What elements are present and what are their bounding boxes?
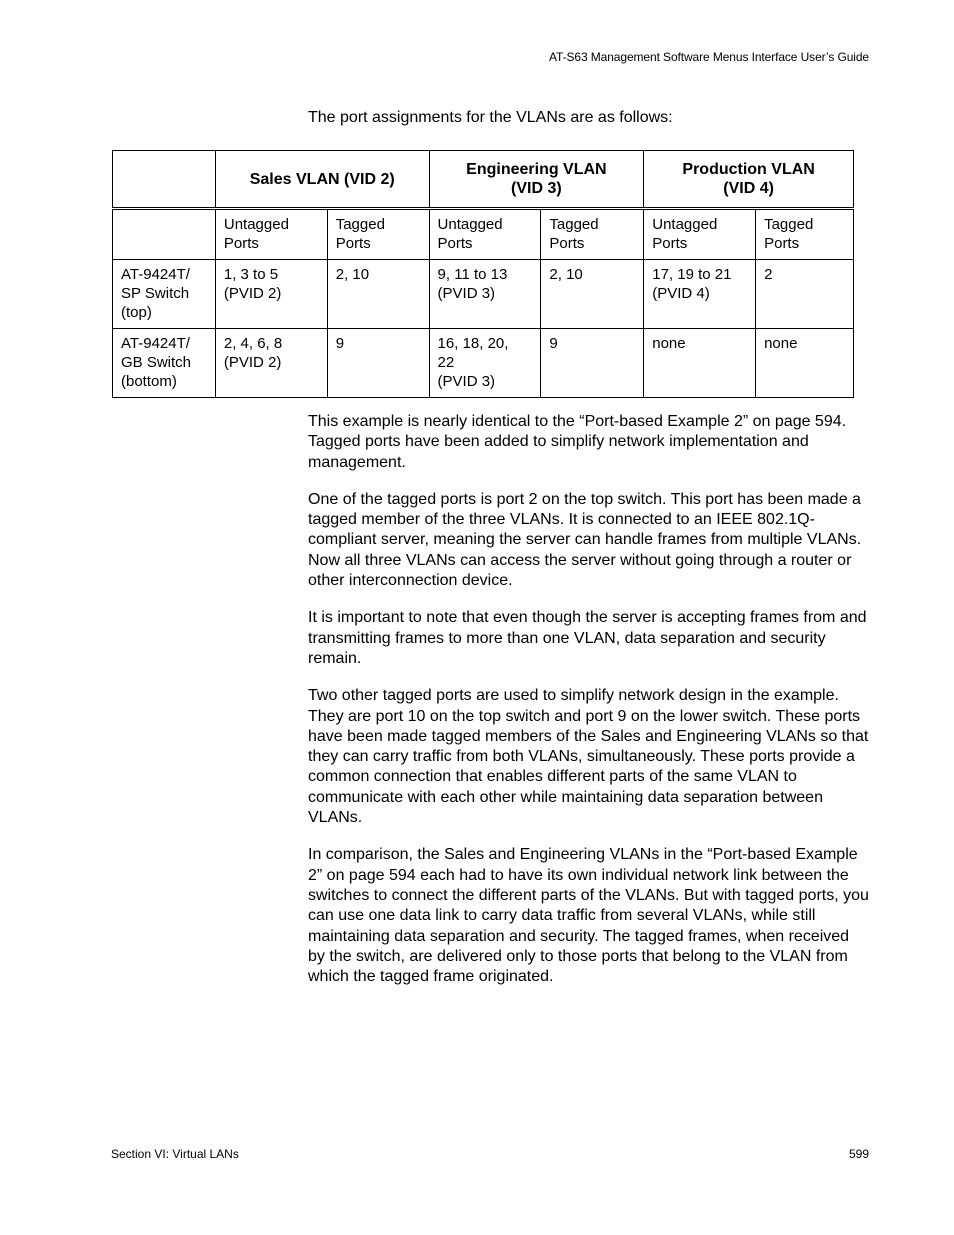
paragraph: Two other tagged ports are used to simplify network design in the example. They are port 10 on the top switch and port 9 on the lower switch. These ports have been made tagged members of the Sales and Engineering VLANs so that they can carry traffic from both VLANs, simultaneously. These ports provide a common connection that enables different parts of the same VLAN to communicate with each other while maintaining data separation between VLANs.	[308, 687, 869, 827]
engineering-vlan-header-line1: Engineering VLAN	[466, 161, 607, 178]
table-row	[113, 329, 854, 398]
page-number: 599	[848, 1147, 869, 1161]
subheader-cell: Tagged Ports	[541, 209, 644, 260]
production-vlan-header	[644, 151, 854, 209]
port-cell: 2	[756, 260, 854, 329]
device-cell: AT-9424T/ GB Switch (bottom)	[113, 329, 216, 398]
port-cell: 17, 19 to 21 (PVID 4)	[644, 260, 756, 329]
port-cell: 2, 4, 6, 8 (PVID 2)	[215, 329, 327, 398]
table-row	[113, 260, 854, 329]
port-cell: 9, 11 to 13 (PVID 3)	[429, 260, 541, 329]
paragraph: This example is nearly identical to the “Port-based Example 2” on page 594. Tagged ports have been added to simplify network implementation and management.	[308, 413, 847, 471]
port-cell: none	[756, 329, 854, 398]
port-cell: none	[644, 329, 756, 398]
table-intro: The port assignments for the VLANs are as follows:	[308, 109, 673, 126]
paragraph: It is important to note that even though the server is accepting frames from and transmitting frames to more than one VLAN, data separation and security remain.	[308, 609, 867, 667]
device-cell: AT-9424T/ SP Switch (top)	[113, 260, 216, 329]
port-cell: 16, 18, 20, 22 (PVID 3)	[429, 329, 541, 398]
running-header: AT-S63 Management Software Menus Interface User’s Guide	[549, 50, 869, 64]
empty-corner-cell	[113, 151, 216, 209]
table-subheader-row	[113, 209, 854, 260]
paragraph: In comparison, the Sales and Engineering VLANs in the “Port-based Example 2” on page 594 each had to have its own individual network link between the switches to connect the different parts of the VLANs. But with tagged ports, you can use one data link to carry data traffic from several VLANs, while still maintaining data separation and security. The tagged frames, when received by the switch, are delivered only to those ports that belong to the VLAN from which the tagged frame originated.	[308, 846, 869, 986]
footer-section: Section VI: Virtual LANs	[111, 1147, 239, 1161]
production-vlan-header-line2: (VID 4)	[723, 180, 774, 197]
port-cell: 2, 10	[541, 260, 644, 329]
sales-vlan-header: Sales VLAN (VID 2)	[215, 151, 429, 209]
vlan-port-table	[112, 150, 854, 398]
subheader-cell: Untagged Ports	[429, 209, 541, 260]
engineering-vlan-header	[429, 151, 644, 209]
production-vlan-header-line1: Production VLAN	[682, 161, 815, 178]
subheader-cell: Tagged Ports	[327, 209, 429, 260]
subheader-cell: Untagged Ports	[215, 209, 327, 260]
body-text	[308, 412, 870, 1004]
table-group-header-row	[113, 151, 854, 209]
subheader-cell: Tagged Ports	[756, 209, 854, 260]
port-cell: 9	[327, 329, 429, 398]
subheader-cell: Untagged Ports	[644, 209, 756, 260]
empty-subheader-cell	[113, 209, 216, 260]
engineering-vlan-header-line2: (VID 3)	[511, 180, 562, 197]
port-cell: 1, 3 to 5 (PVID 2)	[215, 260, 327, 329]
port-cell: 9	[541, 329, 644, 398]
port-cell: 2, 10	[327, 260, 429, 329]
paragraph: One of the tagged ports is port 2 on the top switch. This port has been made a tagged member of the three VLANs. It is connected to an IEEE 802.1Q-compliant server, meaning the server can handle frames from multiple VLANs. Now all three VLANs can access the server without going through a router or other interconnection device.	[308, 490, 862, 590]
